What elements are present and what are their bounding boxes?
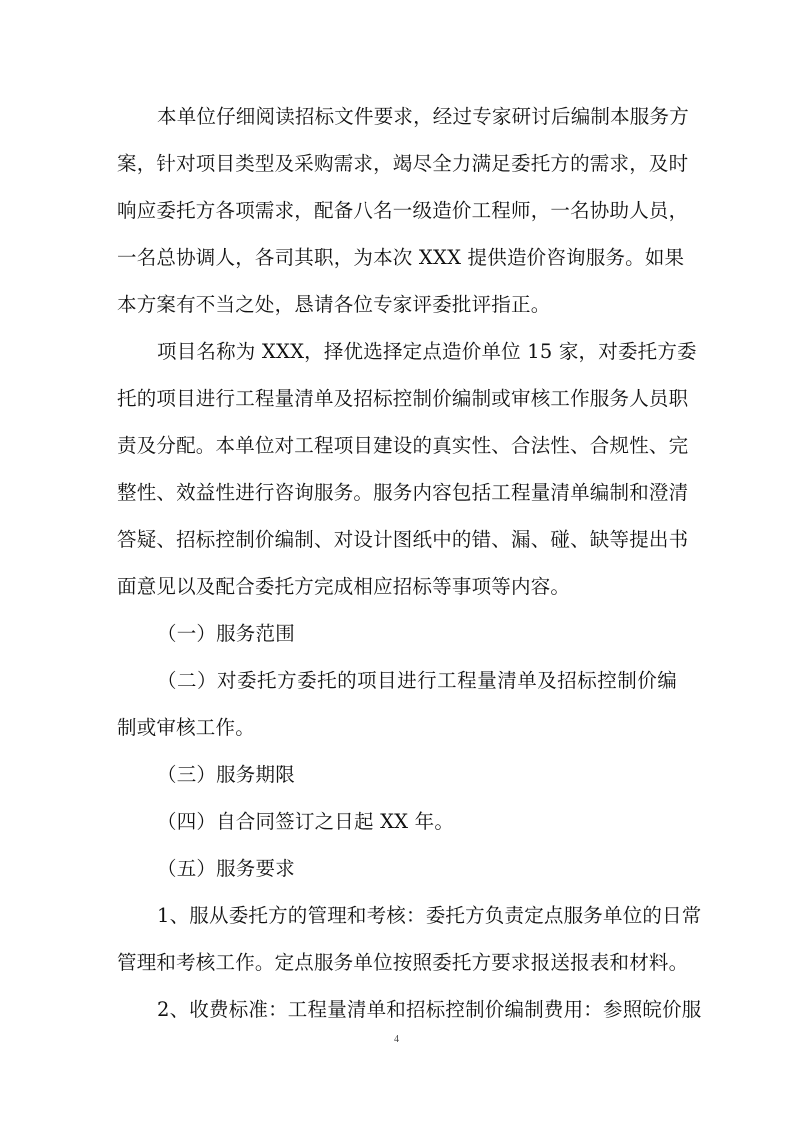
paragraph-2-line-4: 整性、效益性进行咨询服务。服务内容包括工程量清单编制和澄清 <box>117 481 689 504</box>
paragraph-2-line-5: 答疑、招标控制价编制、对设计图纸中的错、漏、碰、缺等提出书 <box>117 528 689 551</box>
item-1-line-2: 管理和考核工作。定点服务单位按照委托方要求报送报表和材料。 <box>117 951 689 974</box>
item-2-line-1: 2、收费标准：工程量清单和招标控制价编制费用：参照皖价服 <box>157 998 702 1021</box>
section-4-text: （四）自合同签订之日起 XX 年。 <box>157 810 455 833</box>
paragraph-2-line-3: 责及分配。本单位对工程项目建设的真实性、合法性、合规性、完 <box>117 434 689 457</box>
section-heading-service-scope: （一）服务范围 <box>157 622 295 645</box>
page-number: 4 <box>394 1034 399 1045</box>
paragraph-1-line-5: 本方案有不当之处，恳请各位专家评委批评指正。 <box>117 293 551 316</box>
paragraph-1-line-1: 本单位仔细阅读招标文件要求，经过专家研讨后编制本服务方 <box>157 105 689 128</box>
item-1-line-1: 1、服从委托方的管理和考核：委托方负责定点服务单位的日常 <box>157 904 702 927</box>
paragraph-1-line-2: 案，针对项目类型及采购需求，竭尽全力满足委托方的需求，及时 <box>117 152 689 175</box>
paragraph-1-line-4: 一名总协调人，各司其职，为本次 XXX 提供造价咨询服务。如果 <box>117 246 685 269</box>
paragraph-1-line-3: 响应委托方各项需求，配备八名一级造价工程师，一名协助人员， <box>117 199 689 222</box>
section-2-line-2: 制或审核工作。 <box>117 716 255 739</box>
paragraph-2-line-1: 项目名称为 XXX，择优选择定点造价单位 15 家，对委托方委 <box>157 340 697 363</box>
paragraph-2-line-2: 托的项目进行工程量清单及招标控制价编制或审核工作服务人员职 <box>117 387 689 410</box>
section-heading-service-period: （三）服务期限 <box>157 763 295 786</box>
paragraph-2-line-6: 面意见以及配合委托方完成相应招标等事项等内容。 <box>117 575 571 598</box>
section-2-line-1: （二）对委托方委托的项目进行工程量清单及招标控制价编 <box>157 669 677 692</box>
section-heading-service-requirements: （五）服务要求 <box>157 857 295 880</box>
